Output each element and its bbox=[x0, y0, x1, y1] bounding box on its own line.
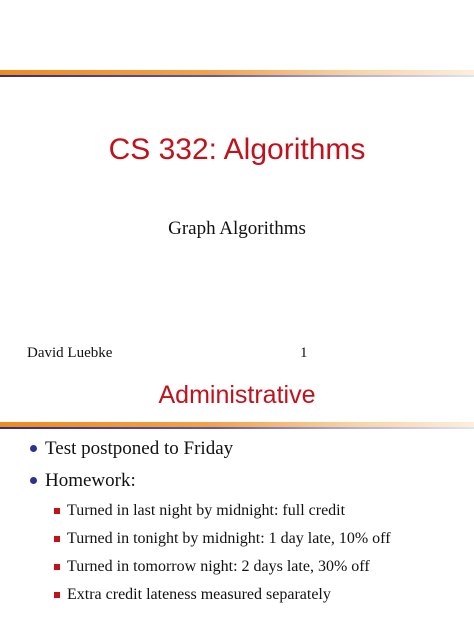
sub-bullet-text: Turned in tomorrow night: 2 days late, 30% off bbox=[67, 558, 370, 575]
round-bullet-icon bbox=[30, 477, 37, 484]
square-bullet-icon bbox=[54, 592, 60, 598]
administrative-slide bbox=[0, 362, 474, 632]
author-name: David Luebke bbox=[27, 345, 113, 361]
square-bullet-icon bbox=[54, 536, 60, 542]
round-bullet-icon bbox=[30, 445, 37, 452]
square-bullet-icon bbox=[54, 508, 60, 514]
bullet-text: Test postponed to Friday bbox=[45, 438, 234, 459]
bullet-text: Homework: bbox=[45, 470, 136, 491]
slide-heading: Administrative bbox=[158, 381, 316, 409]
sub-bullet-text: Extra credit lateness measured separately bbox=[67, 586, 331, 603]
square-bullet-icon bbox=[54, 564, 60, 570]
slide-title: CS 332: Algorithms bbox=[108, 133, 366, 166]
top-divider-navy bbox=[0, 75, 474, 77]
sub-bullet-text: Turned in tonight by midnight: 1 day late, 10% off bbox=[67, 530, 391, 547]
slide-subtitle: Graph Algorithms bbox=[168, 218, 306, 239]
heading-divider-navy bbox=[0, 427, 474, 429]
page-number: 1 bbox=[300, 345, 308, 361]
sub-bullet-text: Turned in last night by midnight: full credit bbox=[67, 502, 346, 519]
